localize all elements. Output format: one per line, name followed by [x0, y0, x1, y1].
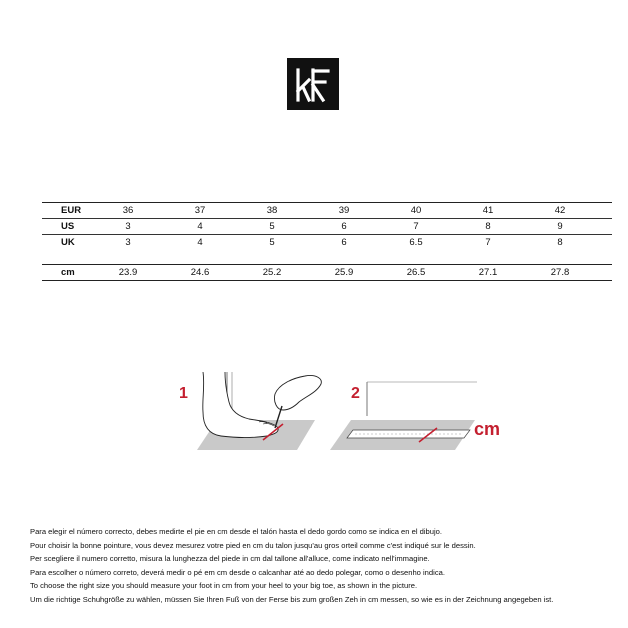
row-us — [42, 219, 612, 234]
us-size: 9 — [557, 221, 563, 232]
uk-size: 4 — [197, 237, 203, 248]
us-size: 4 — [197, 221, 203, 232]
row-label-uk: UK — [61, 237, 75, 248]
cm-length: 27.1 — [478, 267, 498, 278]
uk-size: 7 — [485, 237, 491, 248]
instruction-es: Para elegir el número correcto, debes medirte el pie en cm desde el talón hasta el dedo gordo como se indica en el dibujo. — [30, 527, 442, 536]
eur-size: 42 — [554, 205, 566, 216]
eur-size: 38 — [266, 205, 278, 216]
row-label-us: US — [61, 221, 75, 232]
size-table — [42, 202, 612, 281]
step-2-number: 2 — [351, 385, 360, 402]
eur-size: 36 — [122, 205, 134, 216]
step-2-drawing — [330, 382, 477, 450]
cm-length: 24.6 — [190, 267, 210, 278]
instruction-fr: Pour choisir la bonne pointure, vous devez mesurez votre pied en cm du talon jusqu'au gros orteil comme c'est indiqué sur le dessin. — [30, 540, 476, 550]
instruction-it: Per scegliere il numero corretto, misura la lunghezza del piede in cm dal tallone all'alluce, come indicato nell'immagine. — [30, 554, 430, 564]
row-cm — [42, 265, 612, 280]
eur-size: 40 — [410, 205, 422, 216]
measuring-illustration — [175, 372, 510, 462]
unit-label-cm: cm — [474, 419, 501, 439]
us-size: 6 — [341, 221, 347, 232]
us-size: 7 — [413, 221, 419, 232]
cm-length: 27.8 — [550, 267, 570, 278]
instruction-en: To choose the right size you should measure your foot in cm from your heel to your big toe, as shown in the picture. — [30, 581, 418, 591]
row-eur — [42, 203, 612, 218]
step-1-number: 1 — [179, 385, 188, 402]
row-label-eur: EUR — [61, 205, 82, 216]
hand-outline — [274, 375, 321, 410]
row-uk — [42, 235, 612, 250]
cm-length: 25.9 — [334, 267, 354, 278]
row-label-cm: cm — [61, 267, 75, 278]
cm-bottom-rule — [42, 280, 612, 281]
cm-length: 26.5 — [406, 267, 426, 278]
uk-size: 6.5 — [409, 237, 423, 248]
instructions-block — [30, 525, 620, 607]
uk-size: 6 — [341, 237, 347, 248]
uk-size: 8 — [557, 237, 563, 248]
us-size: 3 — [125, 221, 131, 232]
us-size: 8 — [485, 221, 491, 232]
brand-logo-mark — [287, 58, 339, 110]
eur-size: 37 — [194, 205, 206, 216]
instruction-de: Um die richtige Schuhgröße zu wählen, müssen Sie Ihren Fuß von der Ferse bis zum großen Zeh in cm messen, so wie es in der Zeichnung angegeben ist. — [30, 594, 554, 604]
uk-size: 5 — [269, 237, 275, 248]
foot-outline — [203, 372, 278, 438]
brand-logo — [287, 58, 339, 110]
uk-size: 3 — [125, 237, 131, 248]
table-spacer — [42, 250, 612, 264]
instruction-pt: Para escolher o número correto, deverá medir o pé em cm desde o calcanhar até ao dedo polegar, como o desenho indica. — [30, 567, 445, 577]
us-size: 5 — [269, 221, 275, 232]
eur-size: 39 — [338, 205, 350, 216]
cm-length: 23.9 — [118, 267, 138, 278]
eur-size: 41 — [482, 205, 494, 216]
step-1-drawing — [197, 372, 321, 450]
cm-length: 25.2 — [262, 267, 282, 278]
